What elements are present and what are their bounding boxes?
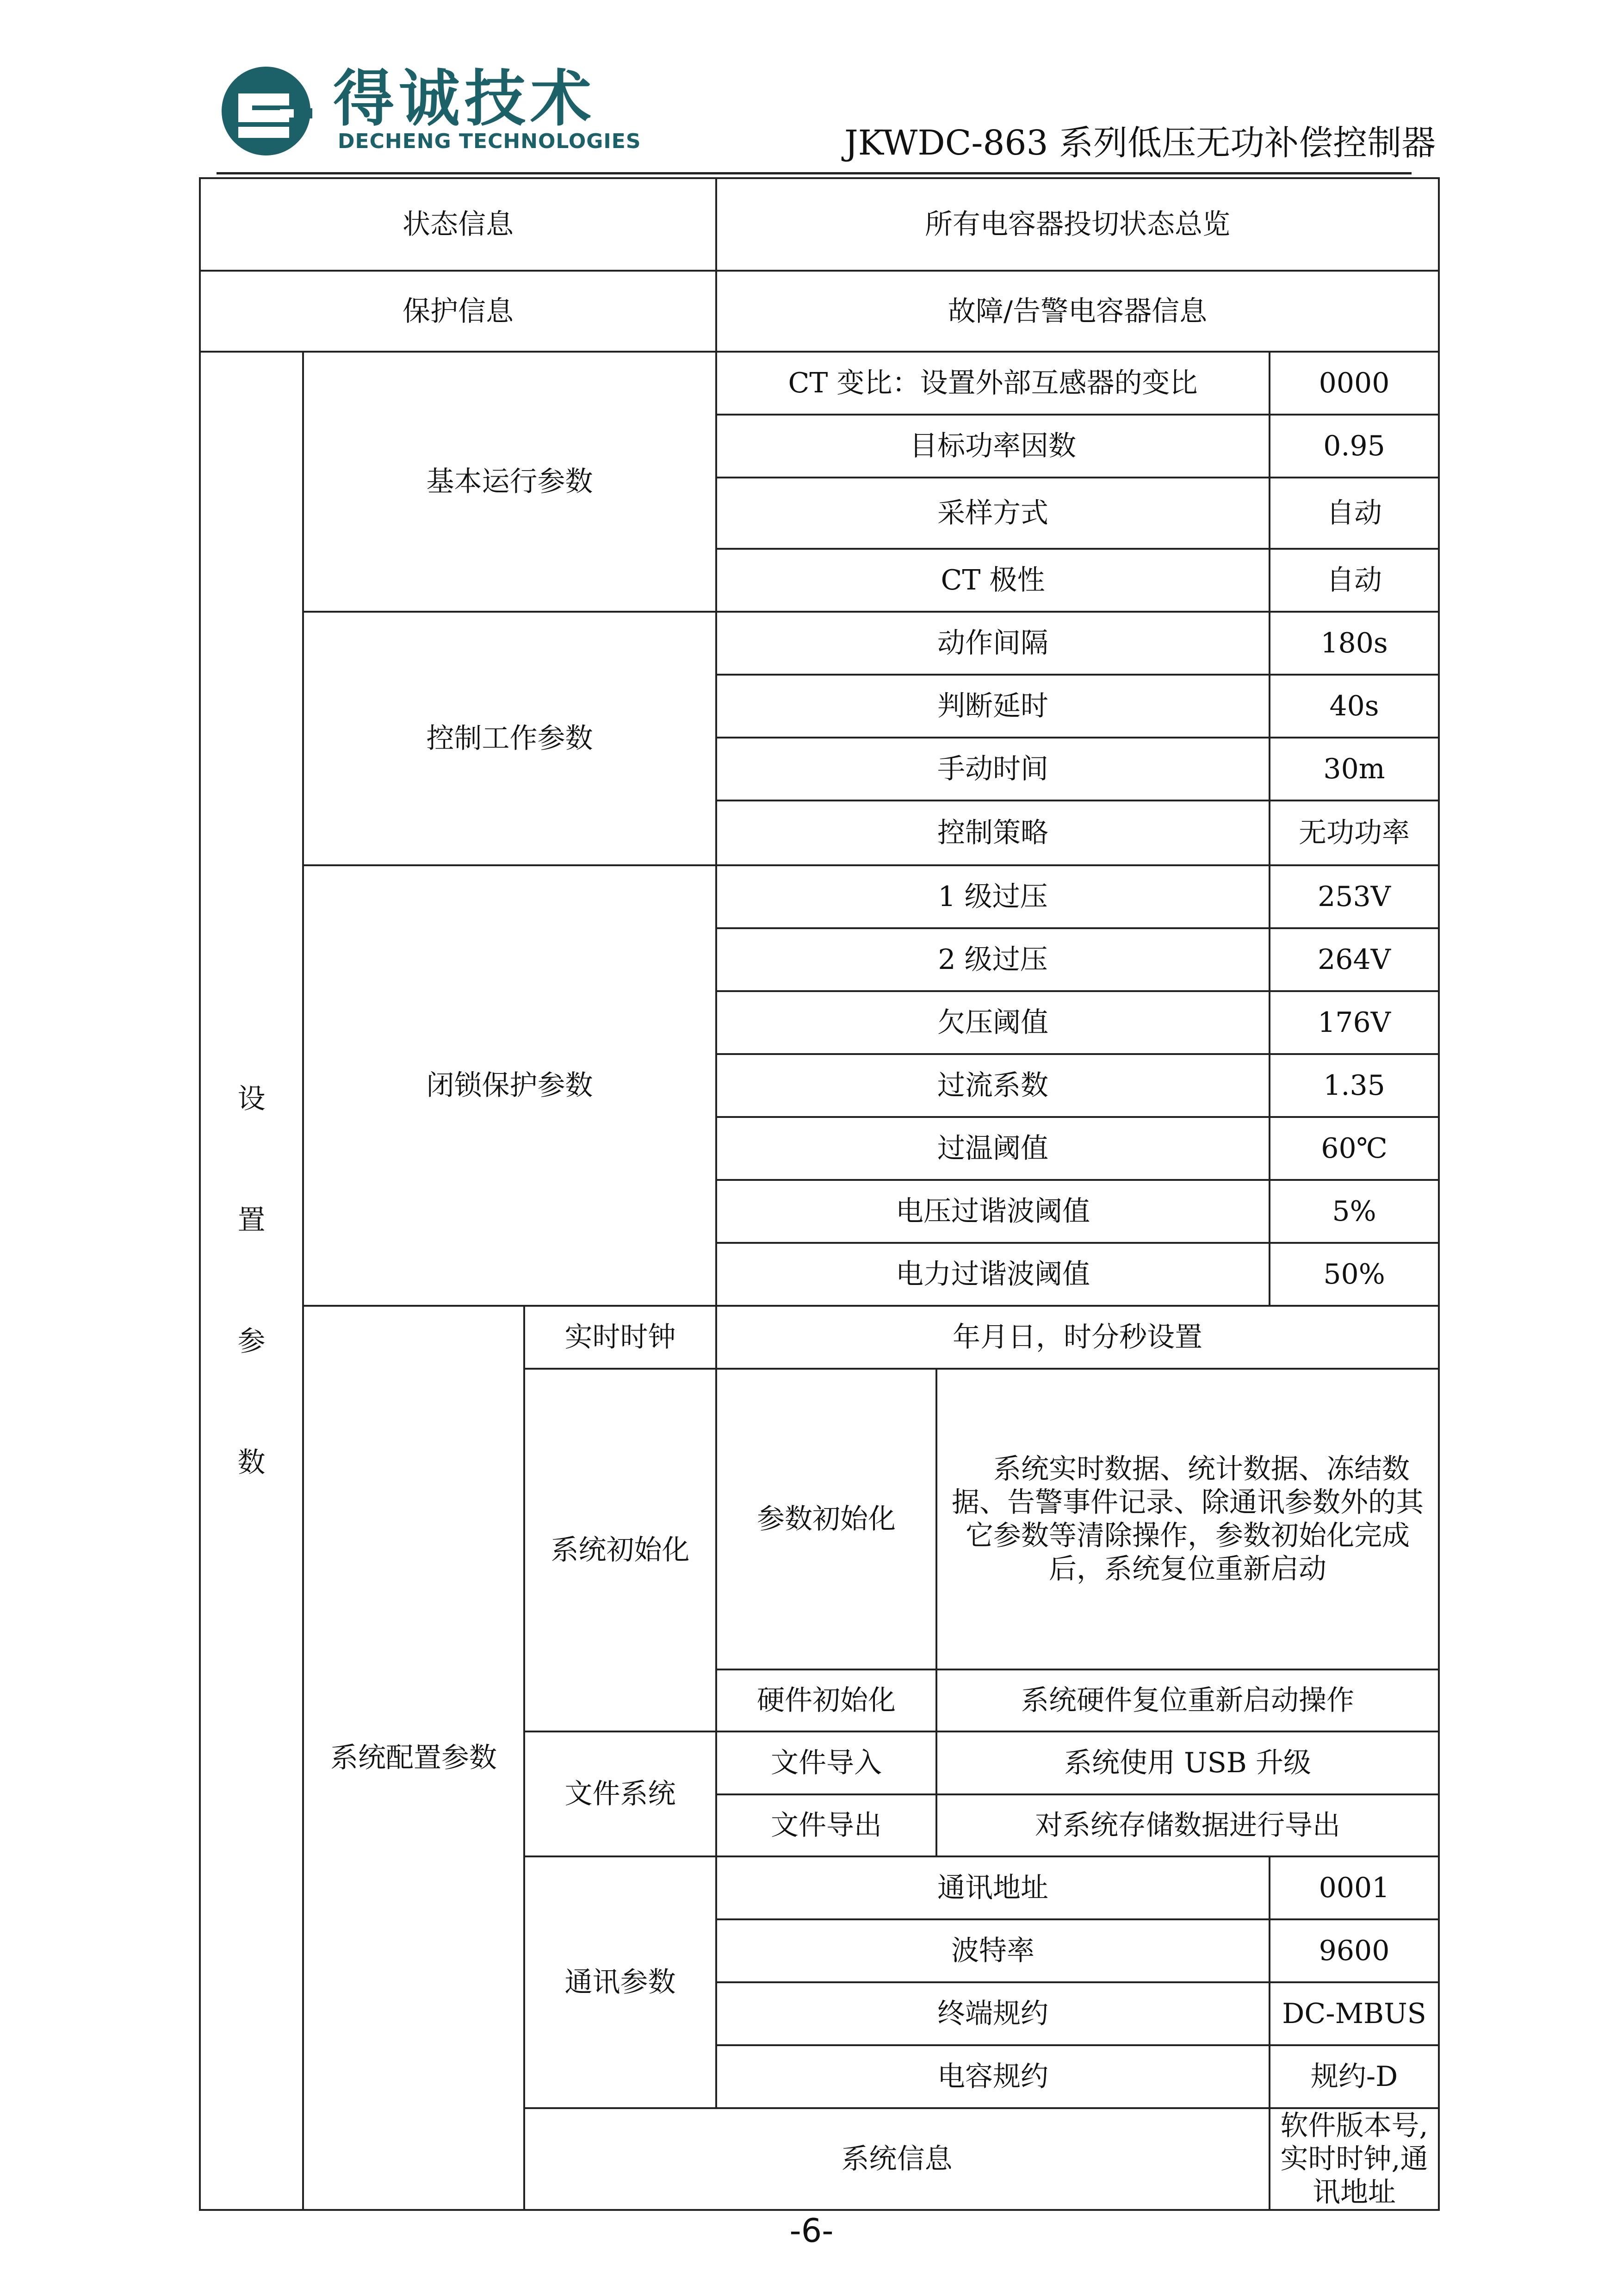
param-name: 通讯地址 (716, 1856, 1270, 1919)
param-name: 电压过谐波阈值 (716, 1180, 1270, 1243)
param-value: 50% (1270, 1243, 1439, 1306)
param-name: CT 变比：设置外部互感器的变比 (716, 352, 1270, 415)
settings-char: 设 (237, 1083, 266, 1115)
param-name: 动作间隔 (716, 612, 1270, 675)
param-value: 9600 (1270, 1919, 1439, 1982)
protect-info-value: 故障/告警电容器信息 (716, 271, 1439, 352)
file-system-label: 文件系统 (524, 1731, 716, 1856)
sysconf-params-label: 系统配置参数 (303, 1306, 524, 2210)
system-info-value: 软件版本号,实时时钟,通讯地址 (1270, 2108, 1439, 2210)
settings-char: 置 (237, 1204, 266, 1236)
param-value: 253V (1270, 865, 1439, 928)
param-value: 0001 (1270, 1856, 1439, 1919)
header-rule (217, 172, 1412, 174)
param-name: 1 级过压 (716, 865, 1270, 928)
param-value: 1.35 (1270, 1054, 1439, 1117)
param-value: 30m (1270, 738, 1439, 800)
table-row (200, 271, 1439, 352)
param-value: 0.95 (1270, 415, 1439, 478)
param-name: 控制策略 (716, 800, 1270, 865)
table-row (200, 178, 1439, 271)
status-info-value: 所有电容器投切状态总览 (716, 178, 1439, 271)
file-export-desc: 对系统存储数据进行导出 (936, 1794, 1439, 1856)
table-row (200, 1306, 1439, 1369)
param-value: 264V (1270, 928, 1439, 991)
param-name: 电力过谐波阈值 (716, 1243, 1270, 1306)
clock-value: 年月日，时分秒设置 (716, 1306, 1439, 1369)
param-value: 无功功率 (1270, 800, 1439, 865)
control-params-label: 控制工作参数 (303, 612, 716, 865)
param-value: 规约-D (1270, 2045, 1439, 2108)
param-value: DC-MBUS (1270, 1982, 1439, 2045)
param-name: 电容规约 (716, 2045, 1270, 2108)
page-number: -6- (789, 2212, 834, 2250)
file-import-label: 文件导入 (716, 1731, 936, 1794)
settings-params-label (200, 352, 303, 2210)
logo-english-text: DECHENG TECHNOLOGIES (338, 130, 641, 153)
param-value: 0000 (1270, 352, 1439, 415)
clock-label: 实时时钟 (524, 1306, 716, 1369)
param-value: 40s (1270, 675, 1439, 738)
file-export-label: 文件导出 (716, 1794, 936, 1856)
settings-char: 参 (237, 1325, 266, 1358)
param-name: 2 级过压 (716, 928, 1270, 991)
param-name: 过流系数 (716, 1054, 1270, 1117)
comm-params-label: 通讯参数 (524, 1856, 716, 2108)
system-info-label: 系统信息 (524, 2108, 1270, 2210)
param-name: 波特率 (716, 1919, 1270, 1982)
param-name: 过温阈值 (716, 1117, 1270, 1180)
param-init-desc: 系统实时数据、统计数据、冻结数据、告警事件记录、除通讯参数外的其它参数等清除操作，参数初始化完成后，系统复位重新启动 (936, 1369, 1439, 1669)
table-row (200, 865, 1439, 928)
param-name: 采样方式 (716, 478, 1270, 549)
table-row (200, 612, 1439, 675)
param-name: CT 极性 (716, 549, 1270, 612)
status-info-label: 状态信息 (200, 178, 716, 271)
lock-params-label: 闭锁保护参数 (303, 865, 716, 1306)
hw-init-label: 硬件初始化 (716, 1669, 936, 1731)
param-value: 60℃ (1270, 1117, 1439, 1180)
param-value: 自动 (1270, 478, 1439, 549)
param-value: 176V (1270, 991, 1439, 1054)
sys-init-label: 系统初始化 (524, 1369, 716, 1731)
param-value: 5% (1270, 1180, 1439, 1243)
settings-table (199, 177, 1440, 2211)
basic-params-label: 基本运行参数 (303, 352, 716, 612)
table-row (200, 352, 1439, 415)
file-import-desc: 系统使用 USB 升级 (936, 1731, 1439, 1794)
param-value: 180s (1270, 612, 1439, 675)
param-name: 判断延时 (716, 675, 1270, 738)
hw-init-desc: 系统硬件复位重新启动操作 (936, 1669, 1439, 1731)
param-init-label: 参数初始化 (716, 1369, 936, 1669)
settings-char: 数 (237, 1446, 266, 1479)
param-value: 自动 (1270, 549, 1439, 612)
document-title: JKWDC-863 系列低压无功补偿控制器 (844, 123, 1436, 163)
param-name: 目标功率因数 (716, 415, 1270, 478)
protect-info-label: 保护信息 (200, 271, 716, 352)
param-name: 手动时间 (716, 738, 1270, 800)
param-name: 欠压阈值 (716, 991, 1270, 1054)
logo-chinese-text: 得诚技术 (333, 63, 596, 135)
param-name: 终端规约 (716, 1982, 1270, 2045)
